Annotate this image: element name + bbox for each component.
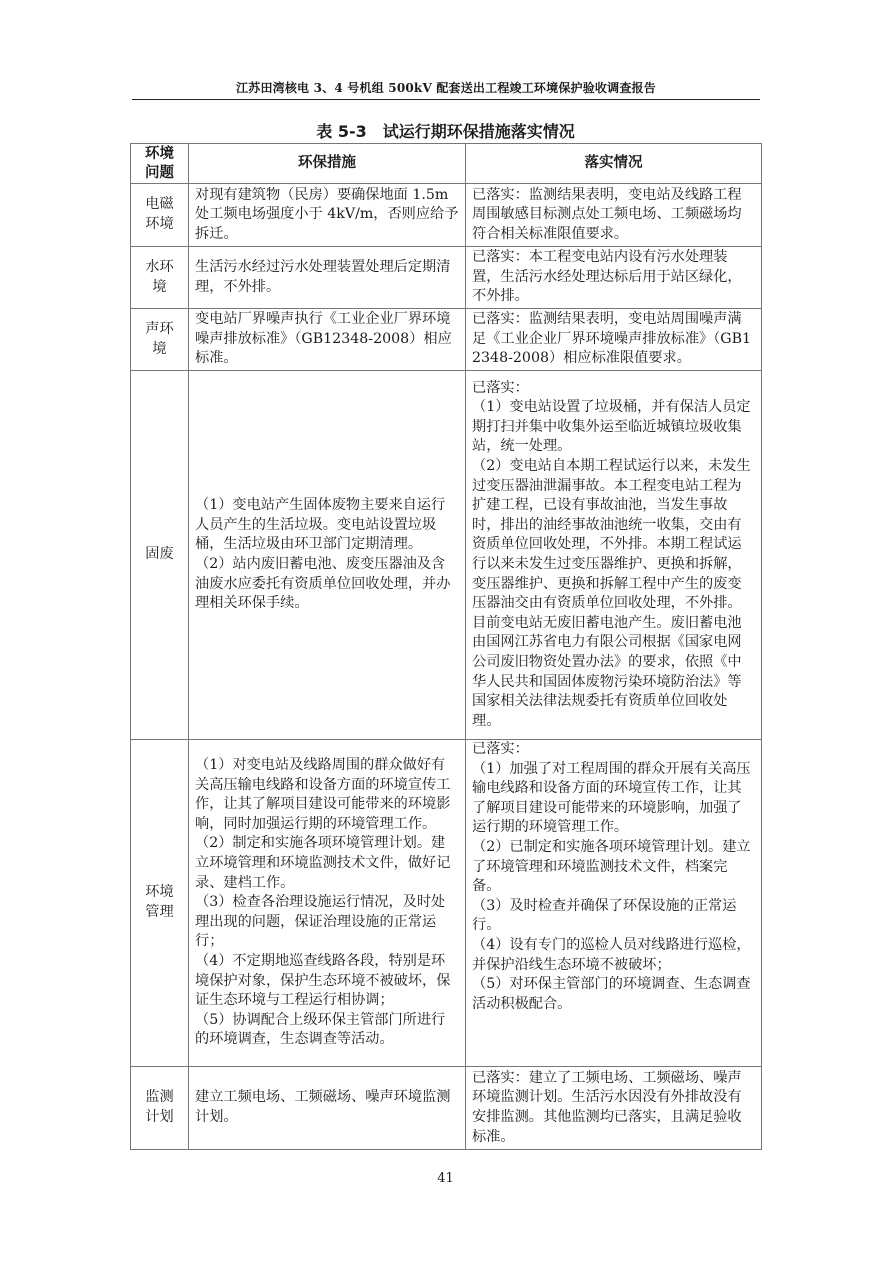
table-row xyxy=(131,247,762,309)
measure-text: （3）检查各治理设施运行情况，及时处理出现的问题，保证治理设施的正常运行； xyxy=(195,894,446,950)
header-category-line: 环境 xyxy=(145,145,174,162)
status-text: （2）变电站自本期工程试运行以来，未发生过变压器油泄漏事故。本工程变电站工程为扩建工程，已设有事故油池，当发生事故时，排出的油经事故油池统一收集，交由有资质单位回收处理，不外排。本期工程试运行以来未发生过变压器维护、更换和拆解，变压器维护、更换和拆解工程中产生的废变压器油交由有资质单位回收处理，不外排。目前变电站无废旧蓄电池产生。废旧蓄电池由国网江苏省电力有限公司根据《国家电网公司废旧物资处置办法》的要求，依照《中华人民共和国固体废物污染环境防治法》等国家相关法律法规委托有资质单位回收处理。 xyxy=(472,458,751,729)
category-line: 管理 xyxy=(145,904,174,920)
row-category xyxy=(131,371,189,740)
row-measures xyxy=(189,309,466,371)
table-header-row xyxy=(131,144,762,184)
measure-text: 建立工频电场、工频磁场、噪声环境监测计划。 xyxy=(195,1089,451,1125)
status-text: 已落实：监测结果表明，变电站周围噪声满足《工业企业厂界环境噪声排放标准》（GB12348-2008）相应标准限值要求。 xyxy=(472,311,752,367)
category-line: 环境 xyxy=(145,884,174,901)
category-line: 计划 xyxy=(145,1109,174,1125)
row-category xyxy=(131,309,189,371)
header-measures: 环保措施 xyxy=(189,144,466,184)
status-text: （1）变电站设置了垃圾桶，并有保洁人员定期打扫并集中收集外运至临近城镇垃圾收集站，统一处理。 xyxy=(472,399,751,455)
table-caption: 表 5-3 试运行期环保措施落实情况 xyxy=(316,122,575,141)
category-line: 监测 xyxy=(145,1089,174,1106)
row-status xyxy=(466,740,762,1067)
status-text: （4）设有专门的巡检人员对线路进行巡检，并保护沿线生态环境不被破坏； xyxy=(472,936,751,973)
header-status: 落实情况 xyxy=(466,144,762,184)
status-text: 已落实：本工程变电站内设有污水处理装置，生活污水经处理达标后用于站区绿化，不外排。 xyxy=(472,249,742,305)
table-row xyxy=(131,184,762,247)
row-category xyxy=(131,184,189,247)
table-row xyxy=(131,740,762,1067)
measure-text: 生活污水经过污水处理装置处理后定期清理，不外排。 xyxy=(195,258,451,295)
row-status xyxy=(466,184,762,247)
category-line: 电磁 xyxy=(145,196,174,213)
status-text: （2）已制定和实施各项环境管理计划。建立了环境管理和环境监测技术文件，档案完备。 xyxy=(472,838,751,895)
running-header: 江苏田湾核电 3、4 号机组 500kV 配套送出工程竣工环境保护验收调查报告 xyxy=(236,81,656,95)
row-measures xyxy=(189,184,466,247)
category-line: 环境 xyxy=(145,216,174,232)
status-text: （1）加强了对工程周围的群众开展有关高压输电线路和设备方面的环境宣传工作，让其了解项目建设可能带来的环境影响，加强了运行期的环境管理工作。 xyxy=(472,760,751,836)
measure-text: （2）制定和实施各项环境管理计划。建立环境管理和环境监测技术文件，做好记录、建档工作。 xyxy=(195,835,451,891)
page-number: 41 xyxy=(437,1171,454,1186)
measure-text: （1）对变电站及线路周围的群众做好有关高压输电线路和设备方面的环境宣传工作，让其了解项目建设可能带来的环境影响，同时加强运行期的环境管理工作。 xyxy=(195,757,451,832)
row-status xyxy=(466,309,762,371)
status-text: （3）及时检查并确保了环保设施的正常运行。 xyxy=(472,897,737,934)
status-text: 已落实： xyxy=(472,741,529,757)
row-category xyxy=(131,1067,189,1150)
row-category xyxy=(131,740,189,1067)
row-measures xyxy=(189,740,466,1067)
row-status xyxy=(466,247,762,309)
header-category-line: 问题 xyxy=(145,164,174,181)
category-line: 声环 xyxy=(145,320,174,337)
measure-text: 对现有建筑物（民房）要确保地面 1.5m 处工频电场强度小于 4kV/m，否则应给予拆迁。 xyxy=(195,186,459,242)
measures-table xyxy=(130,143,762,1150)
status-text: （5）对环保主管部门的环境调查、生态调查活动积极配合。 xyxy=(472,976,751,1012)
measure-text: 变电站厂界噪声执行《工业企业厂界环境噪声排放标准》（GB12348-2008）相应标准。 xyxy=(195,311,452,367)
header-category xyxy=(131,144,189,184)
table-row xyxy=(131,309,762,371)
category-line: 境 xyxy=(152,340,167,357)
row-category xyxy=(131,247,189,309)
category-line: 境 xyxy=(152,278,167,295)
measure-text: （1）变电站产生固体废物主要来自运行人员产生的生活垃圾。变电站设置垃圾桶，生活垃圾由环卫部门定期清理。 xyxy=(195,497,446,553)
status-text: 已落实：建立了工频电场、工频磁场、噪声环境监测计划。生活污水因没有外排故没有安排监测。其他监测均已落实，且满足验收标准。 xyxy=(472,1069,742,1145)
row-measures xyxy=(189,371,466,740)
row-measures xyxy=(189,247,466,309)
row-status xyxy=(466,1067,762,1150)
header-rule xyxy=(132,99,760,100)
category-line: 固废 xyxy=(145,546,174,563)
measure-text: （4）不定期地巡查线路各段，特别是环境保护对象，保护生态环境不被破坏，保证生态环境与工程运行相协调； xyxy=(195,952,451,1009)
category-line: 水环 xyxy=(145,258,174,275)
row-measures xyxy=(189,1067,466,1150)
table-row xyxy=(131,371,762,740)
status-text: 已落实： xyxy=(472,379,529,396)
status-text: 已落实：监测结果表明，变电站及线路工程周围敏感目标测点处工频电场、工频磁场均符合相关标准限值要求。 xyxy=(472,186,742,242)
measure-text: （2）站内废旧蓄电池、废变压器油及含油废水应委托有资质单位回收处理，并办理相关环保手续。 xyxy=(195,556,451,612)
table-row xyxy=(131,1067,762,1150)
measure-text: （5）协调配合上级环保主管部门所进行的环境调查，生态调查等活动。 xyxy=(195,1011,446,1048)
row-status xyxy=(466,371,762,740)
